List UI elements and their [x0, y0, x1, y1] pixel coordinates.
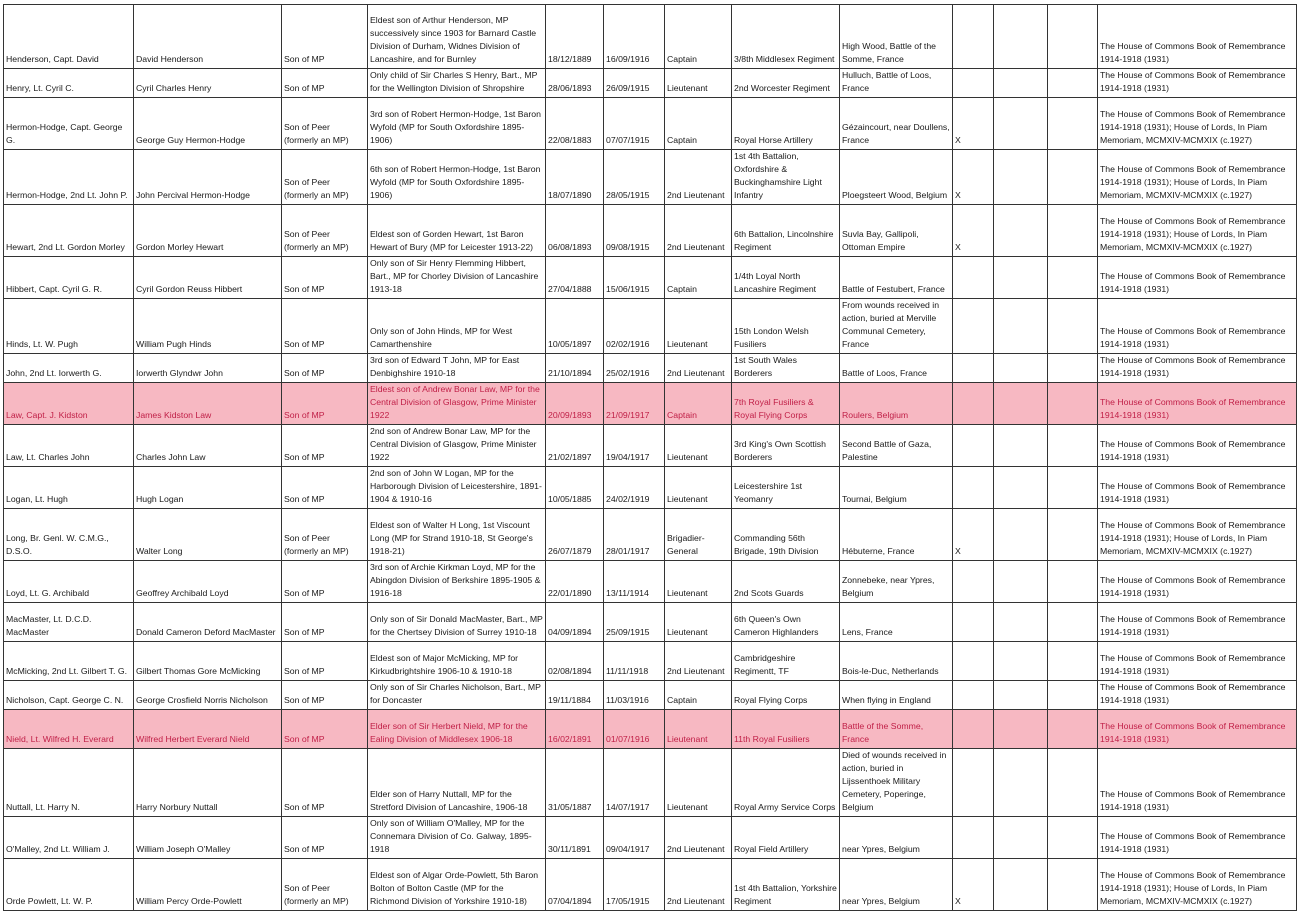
- death-date-cell: 01/07/1916: [604, 710, 665, 749]
- source-cell: The House of Commons Book of Remembrance 1914-1918 (1931): [1098, 817, 1297, 859]
- death-date-cell: 25/02/1916: [604, 354, 665, 383]
- table-row: [4, 710, 1297, 749]
- relationship-cell: Son of Peer (formerly an MP): [282, 859, 368, 911]
- source-cell: The House of Commons Book of Remembrance 1914-1918 (1931): [1098, 603, 1297, 642]
- table-row: [4, 817, 1297, 859]
- full-name-cell: George Guy Hermon-Hodge: [134, 98, 282, 150]
- unit-cell: 1st South Wales Borderers: [732, 354, 840, 383]
- blank-cell: [994, 383, 1048, 425]
- lords-mark-cell: [953, 749, 994, 817]
- rank-cell: Captain: [665, 98, 732, 150]
- unit-cell: 1st 4th Battalion, Yorkshire Regiment: [732, 859, 840, 911]
- parent-details-cell: 2nd son of John W Logan, MP for the Harborough Division of Leicestershire, 1891-1904 & 1910-16: [368, 467, 546, 509]
- source-cell: The House of Commons Book of Remembrance 1914-1918 (1931): [1098, 354, 1297, 383]
- lords-mark-cell: [953, 69, 994, 98]
- parent-details-cell: Eldest son of Major McMicking, MP for Kirkudbrightshire 1906-10 & 1910-18: [368, 642, 546, 681]
- lords-mark-cell: X: [953, 859, 994, 911]
- blank-cell: [994, 5, 1048, 69]
- blank-cell: [1048, 69, 1098, 98]
- table-row: [4, 257, 1297, 299]
- lords-mark-cell: [953, 642, 994, 681]
- table-row: [4, 603, 1297, 642]
- place-of-death-cell: Tournai, Belgium: [840, 467, 953, 509]
- source-cell: The House of Commons Book of Remembrance 1914-1918 (1931); House of Lords, In Piam Memoriam, MCMXIV-MCMXIX (c.1927): [1098, 205, 1297, 257]
- parent-details-cell: Elder son of Sir Herbert Nield, MP for the Ealing Division of Middlesex 1906-18: [368, 710, 546, 749]
- relationship-cell: Son of Peer (formerly an MP): [282, 150, 368, 205]
- blank-cell: [1048, 642, 1098, 681]
- blank-cell: [1048, 5, 1098, 69]
- rank-cell: Lieutenant: [665, 561, 732, 603]
- full-name-cell: William Percy Orde-Powlett: [134, 859, 282, 911]
- lords-mark-cell: X: [953, 98, 994, 150]
- blank-cell: [994, 299, 1048, 354]
- full-name-cell: Gordon Morley Hewart: [134, 205, 282, 257]
- unit-cell: 1/4th Loyal North Lancashire Regiment: [732, 257, 840, 299]
- blank-cell: [994, 603, 1048, 642]
- unit-cell: 3rd King's Own Scottish Borderers: [732, 425, 840, 467]
- blank-cell: [994, 561, 1048, 603]
- blank-cell: [1048, 98, 1098, 150]
- parent-details-cell: 3rd son of Archie Kirkman Loyd, MP for the Abingdon Division of Berkshire 1895-1905 & 1916-18: [368, 561, 546, 603]
- place-of-death-cell: Hulluch, Battle of Loos, France: [840, 69, 953, 98]
- place-of-death-cell: Gézaincourt, near Doullens, France: [840, 98, 953, 150]
- blank-cell: [994, 859, 1048, 911]
- full-name-cell: Gilbert Thomas Gore McMicking: [134, 642, 282, 681]
- birth-date-cell: 02/08/1894: [546, 642, 604, 681]
- birth-date-cell: 10/05/1897: [546, 299, 604, 354]
- relationship-cell: Son of MP: [282, 749, 368, 817]
- source-cell: The House of Commons Book of Remembrance 1914-1918 (1931); House of Lords, In Piam Memoriam, MCMXIV-MCMXIX (c.1927): [1098, 150, 1297, 205]
- blank-cell: [1048, 383, 1098, 425]
- blank-cell: [1048, 681, 1098, 710]
- full-name-cell: George Crosfield Norris Nicholson: [134, 681, 282, 710]
- relationship-cell: Son of MP: [282, 383, 368, 425]
- relationship-cell: Son of Peer (formerly an MP): [282, 98, 368, 150]
- birth-date-cell: 18/07/1890: [546, 150, 604, 205]
- unit-cell: Royal Army Service Corps: [732, 749, 840, 817]
- blank-cell: [994, 257, 1048, 299]
- relationship-cell: Son of MP: [282, 467, 368, 509]
- death-date-cell: 07/07/1915: [604, 98, 665, 150]
- death-date-cell: 21/09/1917: [604, 383, 665, 425]
- blank-cell: [1048, 354, 1098, 383]
- birth-date-cell: 22/08/1883: [546, 98, 604, 150]
- short-name-cell: O'Malley, 2nd Lt. William J.: [4, 817, 134, 859]
- death-date-cell: 17/05/1915: [604, 859, 665, 911]
- unit-cell: Royal Horse Artillery: [732, 98, 840, 150]
- unit-cell: 11th Royal Fusiliers: [732, 710, 840, 749]
- short-name-cell: John, 2nd Lt. Iorwerth G.: [4, 354, 134, 383]
- table-row: [4, 69, 1297, 98]
- rank-cell: Lieutenant: [665, 69, 732, 98]
- blank-cell: [1048, 603, 1098, 642]
- lords-mark-cell: [953, 561, 994, 603]
- lords-mark-cell: [953, 467, 994, 509]
- rank-cell: Brigadier-General: [665, 509, 732, 561]
- blank-cell: [994, 509, 1048, 561]
- lords-mark-cell: [953, 603, 994, 642]
- full-name-cell: Harry Norbury Nuttall: [134, 749, 282, 817]
- relationship-cell: Son of MP: [282, 299, 368, 354]
- place-of-death-cell: Died of wounds received in action, buried in Lijssenthoek Military Cemetery, Poperinge, Belgium: [840, 749, 953, 817]
- birth-date-cell: 31/05/1887: [546, 749, 604, 817]
- birth-date-cell: 28/06/1893: [546, 69, 604, 98]
- unit-cell: Commanding 56th Brigade, 19th Division: [732, 509, 840, 561]
- rank-cell: Captain: [665, 257, 732, 299]
- lords-mark-cell: [953, 299, 994, 354]
- full-name-cell: James Kidston Law: [134, 383, 282, 425]
- lords-mark-cell: [953, 681, 994, 710]
- short-name-cell: Law, Capt. J. Kidston: [4, 383, 134, 425]
- place-of-death-cell: Hébuterne, France: [840, 509, 953, 561]
- parent-details-cell: 2nd son of Andrew Bonar Law, MP for the Central Division of Glasgow, Prime Minister 1922: [368, 425, 546, 467]
- place-of-death-cell: Zonnebeke, near Ypres, Belgium: [840, 561, 953, 603]
- table-row: [4, 354, 1297, 383]
- blank-cell: [1048, 425, 1098, 467]
- place-of-death-cell: Battle of the Somme, France: [840, 710, 953, 749]
- unit-cell: Royal Field Artillery: [732, 817, 840, 859]
- lords-mark-cell: [953, 425, 994, 467]
- full-name-cell: Walter Long: [134, 509, 282, 561]
- relationship-cell: Son of MP: [282, 681, 368, 710]
- blank-cell: [1048, 150, 1098, 205]
- birth-date-cell: 06/08/1893: [546, 205, 604, 257]
- relationship-cell: Son of MP: [282, 817, 368, 859]
- parent-details-cell: Only child of Sir Charles S Henry, Bart., MP for the Wellington Division of Shropshire: [368, 69, 546, 98]
- relationship-cell: Son of MP: [282, 354, 368, 383]
- birth-date-cell: 30/11/1891: [546, 817, 604, 859]
- parent-details-cell: Eldest son of Gorden Hewart, 1st Baron Hewart of Bury (MP for Leicester 1913-22): [368, 205, 546, 257]
- place-of-death-cell: near Ypres, Belgium: [840, 817, 953, 859]
- short-name-cell: Hibbert, Capt. Cyril G. R.: [4, 257, 134, 299]
- blank-cell: [994, 98, 1048, 150]
- relationship-cell: Son of Peer (formerly an MP): [282, 205, 368, 257]
- place-of-death-cell: Ploegsteert Wood, Belgium: [840, 150, 953, 205]
- source-cell: The House of Commons Book of Remembrance 1914-1918 (1931): [1098, 681, 1297, 710]
- birth-date-cell: 27/04/1888: [546, 257, 604, 299]
- remembrance-table: [3, 4, 1297, 911]
- death-date-cell: 02/02/1916: [604, 299, 665, 354]
- rank-cell: Lieutenant: [665, 467, 732, 509]
- lords-mark-cell: [953, 817, 994, 859]
- table-row: [4, 561, 1297, 603]
- short-name-cell: Hewart, 2nd Lt. Gordon Morley: [4, 205, 134, 257]
- place-of-death-cell: Battle of Loos, France: [840, 354, 953, 383]
- parent-details-cell: Eldest son of Walter H Long, 1st Viscount Long (MP for Strand 1910-18, St George's 1918-21): [368, 509, 546, 561]
- lords-mark-cell: [953, 354, 994, 383]
- place-of-death-cell: Roulers, Belgium: [840, 383, 953, 425]
- rank-cell: Captain: [665, 383, 732, 425]
- blank-cell: [994, 69, 1048, 98]
- short-name-cell: Logan, Lt. Hugh: [4, 467, 134, 509]
- blank-cell: [994, 425, 1048, 467]
- death-date-cell: 24/02/1919: [604, 467, 665, 509]
- rank-cell: Captain: [665, 5, 732, 69]
- death-date-cell: 26/09/1915: [604, 69, 665, 98]
- parent-details-cell: Only son of John Hinds, MP for West Camarthenshire: [368, 299, 546, 354]
- lords-mark-cell: [953, 5, 994, 69]
- source-cell: The House of Commons Book of Remembrance 1914-1918 (1931): [1098, 749, 1297, 817]
- place-of-death-cell: Suvla Bay, Gallipoli, Ottoman Empire: [840, 205, 953, 257]
- blank-cell: [1048, 299, 1098, 354]
- blank-cell: [1048, 859, 1098, 911]
- short-name-cell: Henry, Lt. Cyril C.: [4, 69, 134, 98]
- unit-cell: 2nd Worcester Regiment: [732, 69, 840, 98]
- unit-cell: 2nd Scots Guards: [732, 561, 840, 603]
- relationship-cell: Son of Peer (formerly an MP): [282, 509, 368, 561]
- blank-cell: [994, 710, 1048, 749]
- parent-details-cell: Only son of Sir Donald MacMaster, Bart., MP for the Chertsey Division of Surrey 1910-18: [368, 603, 546, 642]
- rank-cell: Lieutenant: [665, 710, 732, 749]
- table-row: [4, 205, 1297, 257]
- death-date-cell: 09/04/1917: [604, 817, 665, 859]
- rank-cell: Lieutenant: [665, 603, 732, 642]
- short-name-cell: Hinds, Lt. W. Pugh: [4, 299, 134, 354]
- rank-cell: Captain: [665, 681, 732, 710]
- blank-cell: [994, 150, 1048, 205]
- parent-details-cell: Only son of William O'Malley, MP for the Connemara Division of Co. Galway, 1895-1918: [368, 817, 546, 859]
- short-name-cell: Nuttall, Lt. Harry N.: [4, 749, 134, 817]
- blank-cell: [994, 205, 1048, 257]
- short-name-cell: Long, Br. Genl. W. C.M.G., D.S.O.: [4, 509, 134, 561]
- unit-cell: 6th Battalion, Lincolnshire Regiment: [732, 205, 840, 257]
- rank-cell: 2nd Lieutenant: [665, 354, 732, 383]
- death-date-cell: 11/03/1916: [604, 681, 665, 710]
- birth-date-cell: 19/11/1884: [546, 681, 604, 710]
- blank-cell: [994, 749, 1048, 817]
- birth-date-cell: 21/10/1894: [546, 354, 604, 383]
- death-date-cell: 09/08/1915: [604, 205, 665, 257]
- rank-cell: 2nd Lieutenant: [665, 205, 732, 257]
- blank-cell: [1048, 257, 1098, 299]
- rank-cell: 2nd Lieutenant: [665, 150, 732, 205]
- place-of-death-cell: Lens, France: [840, 603, 953, 642]
- relationship-cell: Son of MP: [282, 561, 368, 603]
- table-row: [4, 859, 1297, 911]
- unit-cell: Leicestershire 1st Yeomanry: [732, 467, 840, 509]
- full-name-cell: David Henderson: [134, 5, 282, 69]
- unit-cell: 3/8th Middlesex Regiment: [732, 5, 840, 69]
- source-cell: The House of Commons Book of Remembrance 1914-1918 (1931); House of Lords, In Piam Memoriam, MCMXIV-MCMXIX (c.1927): [1098, 509, 1297, 561]
- relationship-cell: Son of MP: [282, 69, 368, 98]
- lords-mark-cell: X: [953, 150, 994, 205]
- short-name-cell: Loyd, Lt. G. Archibald: [4, 561, 134, 603]
- blank-cell: [1048, 509, 1098, 561]
- blank-cell: [1048, 561, 1098, 603]
- table-row: [4, 425, 1297, 467]
- short-name-cell: Orde Powlett, Lt. W. P.: [4, 859, 134, 911]
- death-date-cell: 11/11/1918: [604, 642, 665, 681]
- table-row: [4, 98, 1297, 150]
- source-cell: The House of Commons Book of Remembrance 1914-1918 (1931): [1098, 467, 1297, 509]
- source-cell: The House of Commons Book of Remembrance 1914-1918 (1931): [1098, 5, 1297, 69]
- source-cell: The House of Commons Book of Remembrance 1914-1918 (1931): [1098, 710, 1297, 749]
- table-row: [4, 509, 1297, 561]
- blank-cell: [1048, 817, 1098, 859]
- source-cell: The House of Commons Book of Remembrance 1914-1918 (1931): [1098, 299, 1297, 354]
- short-name-cell: Law, Lt. Charles John: [4, 425, 134, 467]
- full-name-cell: William Joseph O'Malley: [134, 817, 282, 859]
- full-name-cell: Donald Cameron Deford MacMaster: [134, 603, 282, 642]
- full-name-cell: Charles John Law: [134, 425, 282, 467]
- full-name-cell: Iorwerth Glyndwr John: [134, 354, 282, 383]
- short-name-cell: Hermon-Hodge, 2nd Lt. John P.: [4, 150, 134, 205]
- death-date-cell: 14/07/1917: [604, 749, 665, 817]
- relationship-cell: Son of MP: [282, 642, 368, 681]
- full-name-cell: Cyril Charles Henry: [134, 69, 282, 98]
- blank-cell: [1048, 710, 1098, 749]
- birth-date-cell: 20/09/1893: [546, 383, 604, 425]
- death-date-cell: 16/09/1916: [604, 5, 665, 69]
- relationship-cell: Son of MP: [282, 5, 368, 69]
- relationship-cell: Son of MP: [282, 257, 368, 299]
- table-row: [4, 467, 1297, 509]
- rank-cell: Lieutenant: [665, 299, 732, 354]
- full-name-cell: Geoffrey Archibald Loyd: [134, 561, 282, 603]
- full-name-cell: William Pugh Hinds: [134, 299, 282, 354]
- birth-date-cell: 18/12/1889: [546, 5, 604, 69]
- death-date-cell: 28/05/1915: [604, 150, 665, 205]
- full-name-cell: Cyril Gordon Reuss Hibbert: [134, 257, 282, 299]
- lords-mark-cell: [953, 383, 994, 425]
- unit-cell: 1st 4th Battalion, Oxfordshire & Buckinghamshire Light Infantry: [732, 150, 840, 205]
- place-of-death-cell: Bois-le-Duc, Netherlands: [840, 642, 953, 681]
- birth-date-cell: 26/07/1879: [546, 509, 604, 561]
- parent-details-cell: Only son of Sir Henry Flemming Hibbert, Bart., MP for Chorley Division of Lancashire 1913-18: [368, 257, 546, 299]
- unit-cell: 7th Royal Fusiliers & Royal Flying Corps: [732, 383, 840, 425]
- birth-date-cell: 07/04/1894: [546, 859, 604, 911]
- blank-cell: [994, 467, 1048, 509]
- blank-cell: [994, 642, 1048, 681]
- death-date-cell: 19/04/1917: [604, 425, 665, 467]
- parent-details-cell: Eldest son of Algar Orde-Powlett, 5th Baron Bolton of Bolton Castle (MP for the Richmond Division of Yorkshire 1910-18): [368, 859, 546, 911]
- short-name-cell: Henderson, Capt. David: [4, 5, 134, 69]
- rank-cell: 2nd Lieutenant: [665, 642, 732, 681]
- full-name-cell: Wilfred Herbert Everard Nield: [134, 710, 282, 749]
- blank-cell: [1048, 467, 1098, 509]
- lords-mark-cell: X: [953, 509, 994, 561]
- place-of-death-cell: Second Battle of Gaza, Palestine: [840, 425, 953, 467]
- unit-cell: 15th London Welsh Fusiliers: [732, 299, 840, 354]
- source-cell: The House of Commons Book of Remembrance 1914-1918 (1931): [1098, 425, 1297, 467]
- lords-mark-cell: [953, 257, 994, 299]
- birth-date-cell: 21/02/1897: [546, 425, 604, 467]
- table-row: [4, 299, 1297, 354]
- unit-cell: Royal Flying Corps: [732, 681, 840, 710]
- parent-details-cell: Eldest son of Arthur Henderson, MP successively since 1903 for Barnard Castle Division of Durham, Widnes Division of Lancashire, and for Burnley: [368, 5, 546, 69]
- table-body: [4, 5, 1297, 911]
- source-cell: The House of Commons Book of Remembrance 1914-1918 (1931): [1098, 642, 1297, 681]
- birth-date-cell: 10/05/1885: [546, 467, 604, 509]
- short-name-cell: Hermon-Hodge, Capt. George G.: [4, 98, 134, 150]
- table-row: [4, 5, 1297, 69]
- relationship-cell: Son of MP: [282, 425, 368, 467]
- death-date-cell: 25/09/1915: [604, 603, 665, 642]
- parent-details-cell: Eldest son of Andrew Bonar Law, MP for the Central Division of Glasgow, Prime Minister 1922: [368, 383, 546, 425]
- birth-date-cell: 22/01/1890: [546, 561, 604, 603]
- blank-cell: [994, 354, 1048, 383]
- place-of-death-cell: near Ypres, Belgium: [840, 859, 953, 911]
- rank-cell: Lieutenant: [665, 749, 732, 817]
- place-of-death-cell: From wounds received in action, buried at Merville Communal Cemetery, France: [840, 299, 953, 354]
- table-row: [4, 150, 1297, 205]
- death-date-cell: 28/01/1917: [604, 509, 665, 561]
- table-row: [4, 749, 1297, 817]
- birth-date-cell: 16/02/1891: [546, 710, 604, 749]
- source-cell: The House of Commons Book of Remembrance 1914-1918 (1931): [1098, 69, 1297, 98]
- blank-cell: [994, 817, 1048, 859]
- unit-cell: 6th Queen's Own Cameron Highlanders: [732, 603, 840, 642]
- source-cell: The House of Commons Book of Remembrance 1914-1918 (1931): [1098, 561, 1297, 603]
- parent-details-cell: 3rd son of Edward T John, MP for East Denbighshire 1910-18: [368, 354, 546, 383]
- blank-cell: [1048, 205, 1098, 257]
- rank-cell: Lieutenant: [665, 425, 732, 467]
- short-name-cell: McMicking, 2nd Lt. Gilbert T. G.: [4, 642, 134, 681]
- place-of-death-cell: When flying in England: [840, 681, 953, 710]
- table-row: [4, 681, 1297, 710]
- place-of-death-cell: Battle of Festubert, France: [840, 257, 953, 299]
- parent-details-cell: Only son of Sir Charles Nicholson, Bart., MP for Doncaster: [368, 681, 546, 710]
- short-name-cell: Nield, Lt. Wilfred H. Everard: [4, 710, 134, 749]
- source-cell: The House of Commons Book of Remembrance 1914-1918 (1931): [1098, 383, 1297, 425]
- death-date-cell: 13/11/1914: [604, 561, 665, 603]
- table-row: [4, 642, 1297, 681]
- short-name-cell: MacMaster, Lt. D.C.D. MacMaster: [4, 603, 134, 642]
- parent-details-cell: 6th son of Robert Hermon-Hodge, 1st Baron Wyfold (MP for South Oxfordshire 1895-1906): [368, 150, 546, 205]
- short-name-cell: Nicholson, Capt. George C. N.: [4, 681, 134, 710]
- source-cell: The House of Commons Book of Remembrance 1914-1918 (1931); House of Lords, In Piam Memoriam, MCMXIV-MCMXIX (c.1927): [1098, 98, 1297, 150]
- place-of-death-cell: High Wood, Battle of the Somme, France: [840, 5, 953, 69]
- unit-cell: Cambridgeshire Regimentt, TF: [732, 642, 840, 681]
- relationship-cell: Son of MP: [282, 603, 368, 642]
- full-name-cell: John Percival Hermon-Hodge: [134, 150, 282, 205]
- full-name-cell: Hugh Logan: [134, 467, 282, 509]
- source-cell: The House of Commons Book of Remembrance 1914-1918 (1931); House of Lords, In Piam Memoriam, MCMXIV-MCMXIX (c.1927): [1098, 859, 1297, 911]
- rank-cell: 2nd Lieutenant: [665, 859, 732, 911]
- blank-cell: [1048, 749, 1098, 817]
- death-date-cell: 15/06/1915: [604, 257, 665, 299]
- rank-cell: 2nd Lieutenant: [665, 817, 732, 859]
- lords-mark-cell: X: [953, 205, 994, 257]
- birth-date-cell: 04/09/1894: [546, 603, 604, 642]
- parent-details-cell: Elder son of Harry Nuttall, MP for the Stretford Division of Lancashire, 1906-18: [368, 749, 546, 817]
- lords-mark-cell: [953, 710, 994, 749]
- table-row: [4, 383, 1297, 425]
- source-cell: The House of Commons Book of Remembrance 1914-1918 (1931): [1098, 257, 1297, 299]
- relationship-cell: Son of MP: [282, 710, 368, 749]
- blank-cell: [994, 681, 1048, 710]
- parent-details-cell: 3rd son of Robert Hermon-Hodge, 1st Baron Wyfold (MP for South Oxfordshire 1895-1906): [368, 98, 546, 150]
